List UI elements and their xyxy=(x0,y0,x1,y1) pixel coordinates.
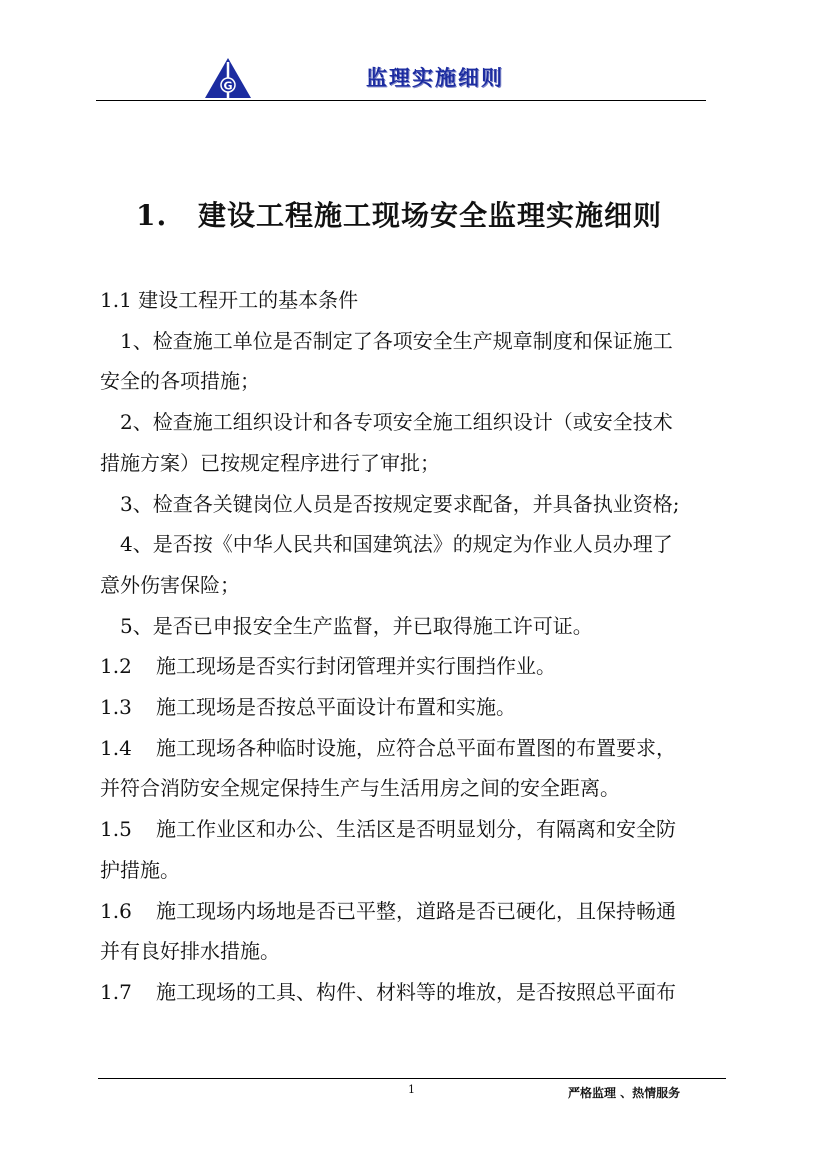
chapter-number: 1. xyxy=(136,199,168,232)
section-number: 1.4 xyxy=(100,735,132,760)
svg-text:G: G xyxy=(223,79,233,93)
section-text: 施工现场是否实行封闭管理并实行围挡作业。 xyxy=(156,654,556,679)
section-heading xyxy=(100,280,728,321)
header-divider xyxy=(96,100,706,101)
paragraph-line: 并有良好排水措施。 xyxy=(100,939,280,964)
section-text: 施工作业区和办公、生活区是否明显划分，有隔离和安全防 xyxy=(156,817,676,842)
section-number: 1.2 xyxy=(100,654,132,679)
paragraph-line: 并符合消防安全规定保持生产与生活用房之间的安全距离。 xyxy=(100,776,620,801)
section-number: 1.1 xyxy=(100,288,132,312)
paragraph-line: 4、是否按《中华人民共和国建筑法》的规定为作业人员办理了 xyxy=(120,532,673,557)
paragraph-line: 安全的各项措施； xyxy=(100,369,260,394)
paragraph-line: 措施方案）已按规定程序进行了审批； xyxy=(100,450,440,475)
paragraph-line: 意外伤害保险； xyxy=(100,572,240,597)
section-number: 1.7 xyxy=(100,979,132,1004)
paragraph-line: 5、是否已申报安全生产监督，并已取得施工许可证。 xyxy=(120,613,593,638)
document-body xyxy=(100,280,728,1013)
highway-logo-icon xyxy=(202,58,254,98)
paragraph-line: 护措施。 xyxy=(100,857,180,882)
section-paragraph xyxy=(100,687,728,728)
paragraph-line: 2、检查施工组织设计和各专项安全施工组织设计（或安全技术 xyxy=(120,410,673,435)
section-number: 1.5 xyxy=(100,817,132,842)
section-paragraph xyxy=(100,809,728,850)
page-header xyxy=(96,48,706,101)
paragraph-line: 1、检查施工单位是否制定了各项安全生产规章制度和保证施工 xyxy=(120,328,673,353)
chapter-heading xyxy=(136,194,662,234)
header-title: 监理实施细则 xyxy=(366,66,504,90)
section-paragraph xyxy=(100,728,728,769)
section-text: 施工现场各种临时设施，应符合总平面布置图的布置要求， xyxy=(156,735,676,760)
section-paragraph xyxy=(100,646,728,687)
section-title: 建设工程开工的基本条件 xyxy=(138,288,359,312)
chapter-title: 建设工程施工现场安全监理实施细则 xyxy=(198,199,663,232)
paragraph-line: 3、检查各关键岗位人员是否按规定要求配备，并具备执业资格; xyxy=(120,491,680,516)
section-paragraph xyxy=(100,972,728,1013)
section-text: 施工现场的工具、构件、材料等的堆放，是否按照总平面布 xyxy=(156,979,676,1004)
footer-slogan: 严格监理 、热情服务 xyxy=(568,1086,681,1100)
section-number: 1.6 xyxy=(100,898,132,923)
section-paragraph xyxy=(100,891,728,932)
section-text: 施工现场是否按总平面设计布置和实施。 xyxy=(156,695,516,720)
section-text: 施工现场内场地是否已平整，道路是否已硬化，且保持畅通 xyxy=(156,898,676,923)
footer-divider xyxy=(98,1078,726,1079)
section-number: 1.3 xyxy=(100,695,132,720)
page-number: 1 xyxy=(408,1083,415,1096)
